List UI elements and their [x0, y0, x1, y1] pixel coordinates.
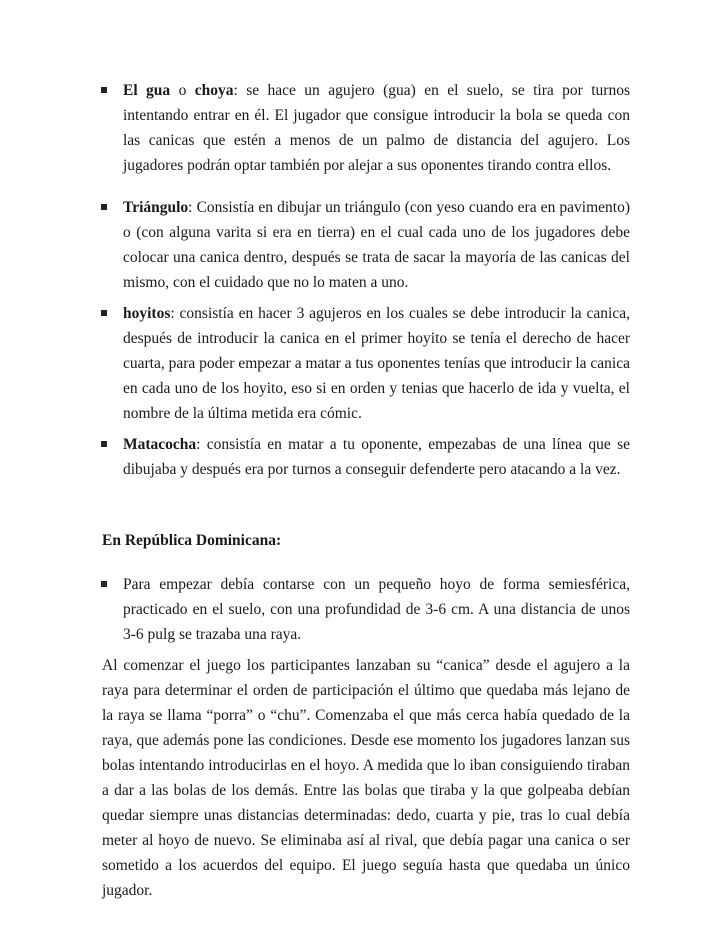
description-gua: : se hace un agujero (gua) en el suelo, se tira por turnos intentando entrar en él. El jugador que consigue introducir la bola se queda con las canicas que estén a menos de un palmo de distancia del agujero. Los jugadores podrán optar también por alejar a sus oponentes tirando contra ellos.	[123, 82, 630, 174]
description-matacocha: : consistía en matar a tu oponente, empezabas de una línea que se dibujaba y después era por turnos a conseguir defenderte pero atacando a la vez.	[123, 436, 630, 478]
list-item-hoyo	[102, 572, 630, 647]
list-item-gua	[102, 78, 630, 178]
bullet-icon	[101, 87, 107, 93]
term-triangulo: Triángulo	[123, 199, 189, 216]
section-heading: En República Dominicana:	[102, 532, 282, 549]
bullet-icon	[101, 581, 107, 587]
term-hoyitos: hoyitos	[123, 305, 171, 322]
list-item-hoyitos	[102, 301, 630, 426]
list-item-triangulo	[102, 195, 630, 295]
description-hoyo: Para empezar debía contarse con un pequeño hoyo de forma semiesférica, practicado en el suelo, con una profundidad de 3-6 cm. A una distancia de unos 3-6 pulg se trazaba una raya.	[123, 576, 630, 643]
list-item-matacocha	[102, 432, 630, 482]
dominican-list	[102, 572, 630, 647]
term-separator: o	[170, 82, 195, 99]
term-gua: El gua	[123, 82, 171, 99]
bullet-icon	[101, 310, 107, 316]
body-paragraph: Al comenzar el juego los participantes lanzaban su “canica” desde el agujero a la raya para determinar el orden de participación el último que quedaba más lejano de la raya se llama “porra” o “chu”. Comenzaba el que más cerca había quedado de la raya, que además pone las condiciones. Desde ese momento los jugadores lanzan sus bolas intentando introducirlas en el hoyo. A medida que lo iban consiguiendo tiraban a dar a las bolas de los demás. Entre las bolas que tiraba y la que golpeaba debían quedar siempre unas distancias determinadas: dedo, cuarta y pie, tras lo cual debía meter al hoyo de nuevo. Se eliminaba así al rival, que debía pagar una canica o ser sometido a los acuerdos del equipo. El juego seguía hasta que quedaba un único jugador.	[102, 657, 630, 899]
game-list	[102, 78, 630, 482]
bullet-icon	[101, 441, 107, 447]
bullet-icon	[101, 204, 107, 210]
document-page	[102, 78, 630, 903]
term-matacocha: Matacocha	[123, 436, 197, 453]
description-hoyitos: : consistía en hacer 3 agujeros en los cuales se debe introducir la canica, después de introducir la canica en el primer hoyito se tenía el derecho de hacer cuarta, para poder empezar a matar a tus oponentes tenías que introducir la canica en cada uno de los hoyito, eso si en orden y tenias que hacerlo de ida y vuelta, el nombre de la última metida era cómic.	[123, 305, 630, 422]
description-triangulo: : Consistía en dibujar un triángulo (con yeso cuando era en pavimento) o (con alguna varita si era en tierra) en el cual cada uno de los jugadores debe colocar una canica dentro, después se trata de sacar la mayoría de las canicas del mismo, con el cuidado que no lo maten a uno.	[123, 199, 630, 291]
term-choya: choya	[194, 82, 234, 99]
